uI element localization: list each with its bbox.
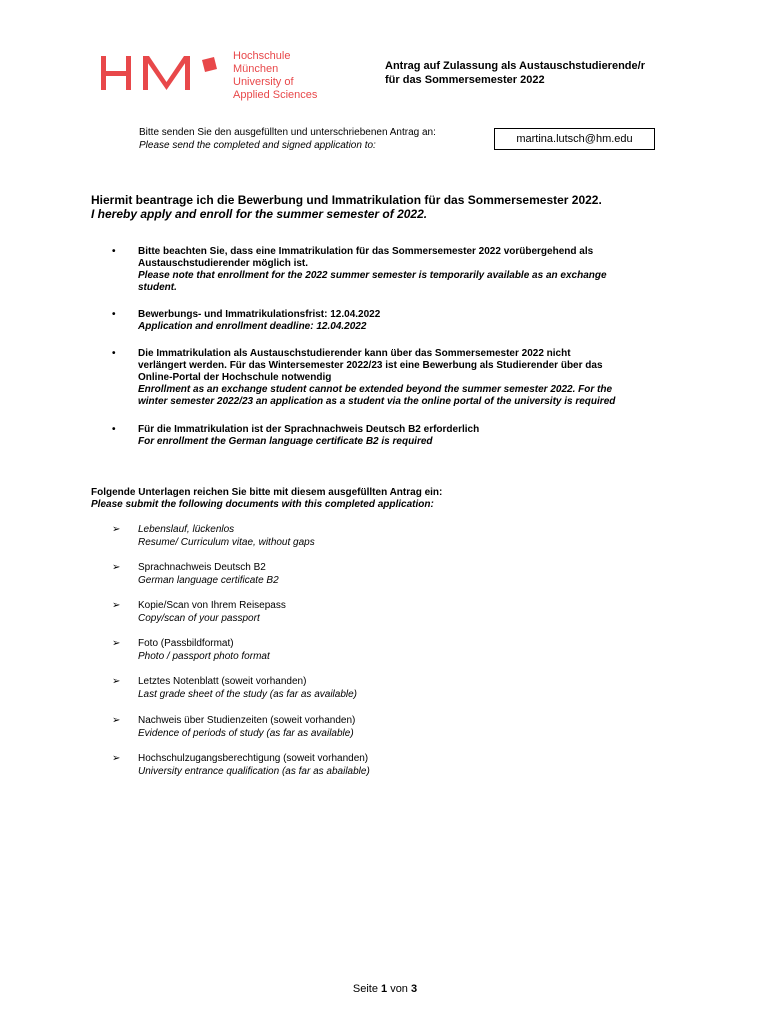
notice-de: Austauschstudierender möglich ist. xyxy=(138,258,309,269)
logo-line: Applied Sciences xyxy=(233,89,318,101)
bullet-icon: • xyxy=(112,309,116,320)
notice-en: Application and enrollment deadline: 12.04.2022 xyxy=(138,321,367,332)
hm-logo-text xyxy=(233,50,317,102)
notice-en: winter semester 2022/23 an application as a student via the online portal of the university is required xyxy=(138,396,616,407)
documents-heading xyxy=(91,487,442,511)
send-instruction xyxy=(139,126,436,152)
document-en: University entrance qualification (as far as abailable) xyxy=(138,765,370,777)
heading-de: Hiermit beantrage ich die Bewerbung und Immatrikulation für das Sommersemester 2022. xyxy=(91,193,602,207)
document-en: Last grade sheet of the study (as far as available) xyxy=(138,688,358,700)
arrow-bullet-icon: ➢ xyxy=(112,676,121,687)
notice-de: Bitte beachten Sie, dass eine Immatrikulation für das Sommersemester 2022 vorübergehend als xyxy=(138,246,594,257)
logo-line: Hochschule xyxy=(233,50,291,62)
document-en: Photo / passport photo format xyxy=(138,650,270,662)
hm-logo-mark xyxy=(99,52,224,94)
notice-de: Online-Portal der Hochschule notwendig xyxy=(138,372,332,383)
documents-heading-de: Folgende Unterlagen reichen Sie bitte mit diesem ausgefüllten Antrag ein: xyxy=(91,487,443,498)
document-de: Letztes Notenblatt (soweit vorhanden) xyxy=(138,676,307,687)
footer-von: von xyxy=(390,983,408,995)
arrow-bullet-icon: ➢ xyxy=(112,715,121,726)
arrow-bullet-icon: ➢ xyxy=(112,524,121,535)
logo-line: University of xyxy=(233,76,294,88)
notice-de: verlängert werden. Für das Wintersemester 2022/23 ist eine Bewerbung als Studierender über das xyxy=(138,360,603,371)
document-de: Hochschulzugangsberechtigung (soweit vorhanden) xyxy=(138,753,369,764)
email-box[interactable]: martina.lutsch@hm.edu xyxy=(494,128,655,150)
hm-logo xyxy=(99,50,329,100)
document-en: Resume/ Curriculum vitae, without gaps xyxy=(138,536,315,548)
arrow-bullet-icon: ➢ xyxy=(112,600,121,611)
bullet-icon: • xyxy=(112,246,116,257)
bullet-icon: • xyxy=(112,424,116,435)
document-title xyxy=(385,59,645,87)
notice-de: Für die Immatrikulation ist der Sprachnachweis Deutsch B2 erforderlich xyxy=(138,424,480,435)
documents-heading-en: Please submit the following documents with this completed application: xyxy=(91,499,434,510)
document-en: Evidence of periods of study (as far as available) xyxy=(138,727,354,739)
document-de: Nachweis über Studienzeiten (soweit vorhanden) xyxy=(138,715,356,726)
arrow-bullet-icon: ➢ xyxy=(112,753,121,764)
footer-seite: Seite xyxy=(352,983,378,995)
document-de: Kopie/Scan von Ihrem Reisepass xyxy=(138,600,286,611)
notice-en: student. xyxy=(138,282,177,293)
title-line: für das Sommersemester 2022 xyxy=(385,74,545,86)
document-de: Lebenslauf, lückenlos xyxy=(138,524,235,535)
page-footer xyxy=(0,983,770,995)
heading-en: I hereby apply and enroll for the summer semester of 2022. xyxy=(91,207,428,221)
logo-line: München xyxy=(233,63,279,75)
send-instruction-en: Please send the completed and signed application to: xyxy=(139,140,376,151)
notice-en: Enrollment as an exchange student cannot be extended beyond the summer semester 2022. For the xyxy=(138,384,613,395)
notice-de: Die Immatrikulation als Austauschstudierender kann über das Sommersemester 2022 nicht xyxy=(138,348,571,359)
application-heading xyxy=(91,193,602,221)
document-de: Foto (Passbildformat) xyxy=(138,638,234,649)
notice-en: Please note that enrollment for the 2022 summer semester is temporarily available as an exchange xyxy=(138,270,607,281)
title-line: Antrag auf Zulassung als Austauschstudierende/r xyxy=(385,60,645,72)
footer-page-total: 3 xyxy=(411,983,418,995)
document-en: German language certificate B2 xyxy=(138,574,279,586)
document-de: Sprachnachweis Deutsch B2 xyxy=(138,562,266,573)
notice-de: Bewerbungs- und Immatrikulationsfrist: 12.04.2022 xyxy=(138,309,381,320)
arrow-bullet-icon: ➢ xyxy=(112,562,121,573)
document-en: Copy/scan of your passport xyxy=(138,612,260,624)
notice-en: For enrollment the German language certificate B2 is required xyxy=(138,436,433,447)
send-instruction-de: Bitte senden Sie den ausgefüllten und unterschriebenen Antrag an: xyxy=(139,127,436,138)
footer-page-number: 1 xyxy=(381,983,388,995)
bullet-icon: • xyxy=(112,348,116,359)
arrow-bullet-icon: ➢ xyxy=(112,638,121,649)
